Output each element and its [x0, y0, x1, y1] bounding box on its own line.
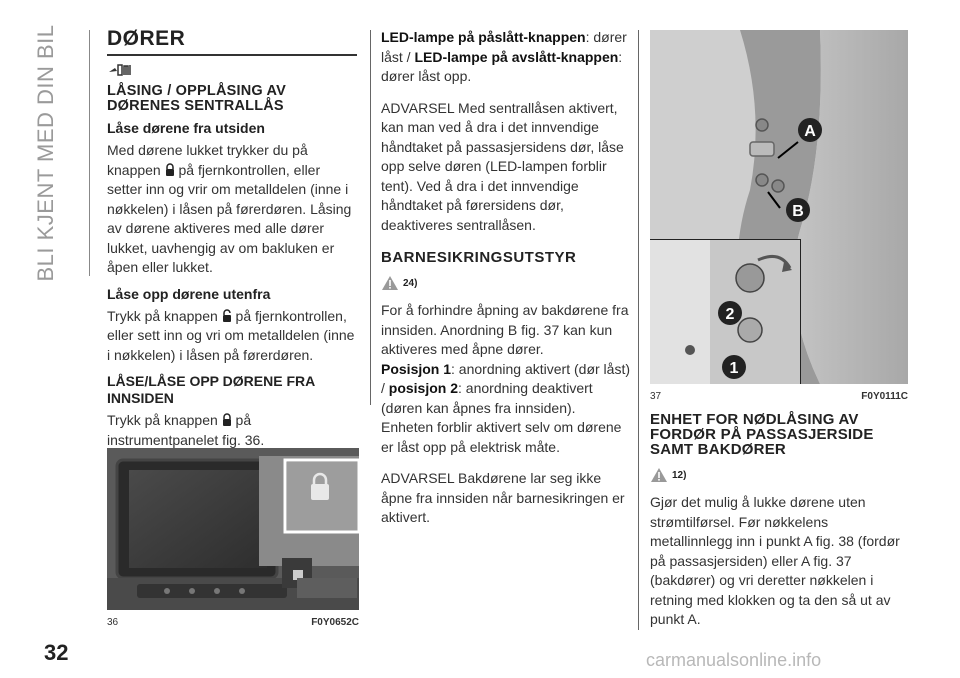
key-symbol-icon	[107, 62, 357, 80]
callout-a: A	[804, 123, 816, 140]
paragraph-lock-outside: Med dørene lukket trykker du på knappen på fjernkontrollen, eller setter inn og vrir om metalldelen (inne i nøkkelen) i låsen på førerdøren. Låsing av dørene aktiveres med alle dører lukket, uavhengig av om bakluken er åpen eller lukket.	[107, 142, 352, 275]
figure-code: F0Y0111C	[861, 391, 908, 402]
paragraph-electric: Enheten forblir aktivert selv om dørene er låst opp på elektrisk måte.	[381, 419, 622, 455]
callout-b: B	[792, 203, 804, 220]
figure-caption	[650, 391, 908, 402]
column-divider-2	[638, 30, 639, 630]
lock-closed-icon	[165, 163, 175, 177]
reference-number: 24)	[403, 277, 418, 289]
column-1	[107, 28, 357, 458]
paragraph-unlock-outside: Trykk på knappen på fjernkontrollen, eller sett inn og vri om metalldelen (inne i nøkkelen) i låsen på førerdøren.	[107, 307, 355, 363]
warning-reference	[650, 463, 910, 487]
warning-central-lock: ADVARSEL Med sentrallåsen aktivert, kan man ved å dra i det innvendige håndtaket på passasjersidens dør, låse opp selve døren (LED-lampen forblir tent). Ved å dra i det innvendige håndtaket på førersidens dør, deaktiveres sentrallåsen.	[381, 99, 624, 233]
paragraph-child-lock: For å forhindre åpning av bakdørene fra innsiden. Anordning B fig. 37 kan kun aktiveres med åpne dører. Posisjon 1: anordning aktivert (dør låst) / posisjon 2: anordning deaktivert (døren kan åpnes fra innsiden).	[381, 302, 630, 416]
reference-number: 12)	[672, 469, 687, 481]
section-title: DØRER	[107, 27, 186, 50]
led-paragraph: LED-lampe på påslått-knappen: dører låst / LED-lampe på avslått-knappen: dører låst opp.	[381, 29, 627, 84]
figure-36	[107, 448, 359, 628]
column-3	[650, 412, 910, 638]
warning-triangle-icon	[381, 275, 399, 291]
column-2	[381, 28, 631, 536]
subsection-title: LÅSING / OPPLÅSING AV DØRENES SENTRALLÅS	[107, 83, 287, 114]
lock-closed-icon	[222, 413, 232, 427]
paragraph-inside: Trykk på knappen på instrumentpanelet fig. 36.	[107, 412, 265, 448]
door-lock-image	[650, 30, 908, 384]
heading-inside: LÅSE/LÅSE OPP DØRENE FRA INNSIDEN	[107, 373, 315, 406]
column-divider-1	[370, 30, 371, 405]
dashboard-image	[107, 448, 359, 610]
heading-unlock-outside: Låse opp dørene utenfra	[107, 285, 271, 302]
figure-caption	[107, 617, 359, 628]
warning-reference	[381, 271, 631, 295]
warning-child-lock: ADVARSEL Bakdørene lar seg ikke åpne fra innsiden når barnesikringen er aktivert.	[381, 470, 625, 525]
warning-triangle-icon	[650, 467, 668, 483]
callout-1: 1	[729, 360, 739, 377]
figure-number: 37	[650, 391, 662, 402]
child-lock-title: BARNESIKRINGSUTSTYR	[381, 249, 577, 266]
page-number: 32	[44, 640, 69, 665]
callout-2: 2	[725, 306, 735, 323]
heading-lock-outside: Låse dørene fra utsiden	[107, 120, 265, 136]
side-divider	[89, 30, 90, 276]
figure-code: F0Y0652C	[311, 617, 359, 628]
lock-open-icon	[222, 309, 232, 323]
figure-number: 36	[107, 617, 119, 628]
emergency-lock-title: ENHET FOR NØDLÅSING AV FORDØR PÅ PASSASJERSIDE SAMT BAKDØRER	[650, 411, 874, 458]
watermark: carmanualsonline.info	[646, 650, 822, 670]
title-rule	[107, 54, 357, 56]
side-section-title: BLI KJENT MED DIN BIL	[33, 24, 58, 282]
paragraph-emergency: Gjør det mulig å lukke dørene uten strømtilførsel. Før nøkkelens metallinnlegg inn i punkt A fig. 38 (fordør på passasjersiden) eller A fig. 37 (bakdører) og vri deretter nøkkelen i retning med klokken og ta den så ut av punkt A.	[650, 494, 900, 627]
figure-37	[650, 30, 908, 402]
